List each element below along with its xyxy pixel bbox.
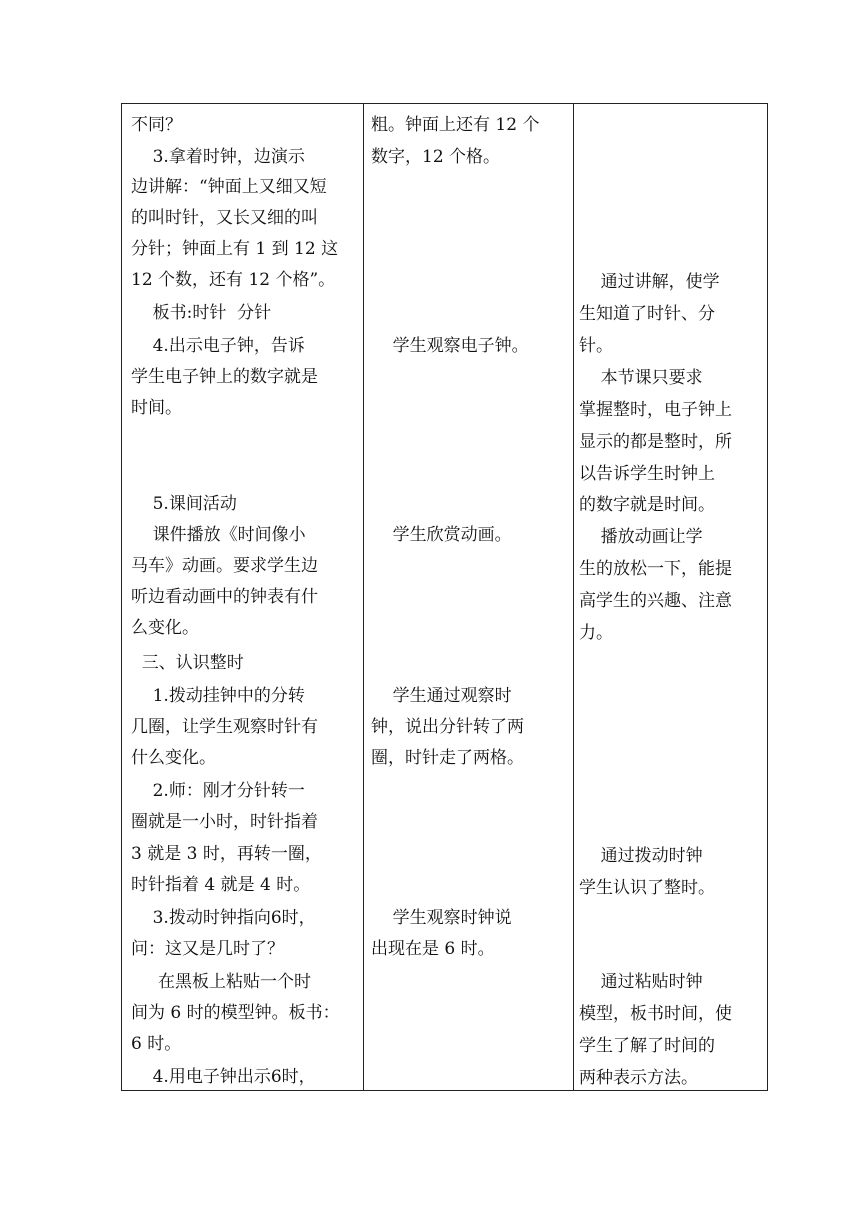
text-line: 针。 bbox=[579, 336, 613, 356]
text-line: 粗。钟面上还有 12 个 bbox=[371, 115, 540, 135]
text-line: 几圈，让学生观察时针有 bbox=[131, 717, 318, 737]
text-line: 学生认识了整时。 bbox=[579, 878, 715, 898]
text-line: 板书:时针 分针 bbox=[131, 303, 272, 323]
text-line: 学生通过观察时 bbox=[371, 686, 512, 706]
text-line: 通过粘贴时钟 bbox=[579, 972, 703, 992]
text-line: 通过讲解，使学 bbox=[579, 272, 720, 292]
text-line: 生的放松一下，能提 bbox=[579, 559, 732, 579]
text-line: 4.出示电子钟，告诉 bbox=[131, 336, 305, 356]
text-line: 圈就是一小时，时针指着 bbox=[131, 812, 318, 832]
text-line: 3.拨动时钟指向6时， bbox=[131, 908, 316, 928]
text-line: 以告诉学生时钟上 bbox=[579, 464, 715, 484]
text-line: 通过拨动时钟 bbox=[579, 846, 703, 866]
text-line: 掌握整时，电子钟上 bbox=[579, 400, 732, 420]
text-line: 力。 bbox=[579, 623, 613, 643]
text-line: 不同？ bbox=[131, 115, 182, 135]
text-line: 3.拿着时钟，边演示 bbox=[131, 147, 305, 167]
text-line: 课件播放《时间像小 bbox=[131, 525, 306, 545]
text-line: 学生欣赏动画。 bbox=[371, 525, 512, 545]
text-line: 学生电子钟上的数字就是 bbox=[131, 367, 318, 387]
text-line: 本节课只要求 bbox=[579, 368, 703, 388]
text-line: 的叫时针，又长又细的叫 bbox=[131, 208, 318, 228]
text-line: 出现在是 6 时。 bbox=[371, 939, 495, 959]
text-line: 圈，时针走了两格。 bbox=[371, 748, 524, 768]
text-line: 播放动画让学 bbox=[579, 527, 703, 547]
student-activity-column bbox=[364, 104, 573, 1090]
text-line: 4.用电子钟出示6时， bbox=[131, 1067, 316, 1087]
text-line: 12 个数，还有 12 个格”。 bbox=[131, 270, 336, 290]
text-line: 时针指着 4 就是 4 时。 bbox=[131, 875, 311, 895]
text-line: 学生了解了时间的 bbox=[579, 1036, 715, 1056]
text-line: 边讲解：“钟面上又细又短 bbox=[131, 177, 327, 197]
text-line: 5.课间活动 bbox=[131, 494, 237, 514]
text-line: 高学生的兴趣、注意 bbox=[579, 591, 732, 611]
lesson-plan-table bbox=[121, 103, 768, 1091]
design-intent-column bbox=[574, 104, 766, 1090]
text-line: 马车》动画。要求学生边 bbox=[131, 556, 318, 576]
text-line: 问：这又是几时了？ bbox=[131, 939, 284, 959]
text-line: 3 就是 3 时，再转一圈， bbox=[131, 844, 322, 864]
text-line: 钟，说出分针转了两 bbox=[371, 717, 524, 737]
text-line: 2.师：刚才分针转一 bbox=[131, 781, 305, 801]
text-line: 什么变化。 bbox=[131, 748, 216, 768]
text-line: 学生观察电子钟。 bbox=[371, 336, 529, 356]
text-line: 6 时。 bbox=[131, 1034, 182, 1054]
teacher-activity-column bbox=[122, 104, 363, 1090]
text-line: 两种表示方法。 bbox=[579, 1068, 698, 1088]
text-line: 的数字就是时间。 bbox=[579, 495, 715, 515]
text-line: 分针；钟面上有 1 到 12 这 bbox=[131, 239, 339, 259]
text-line: 显示的都是整时，所 bbox=[579, 432, 732, 452]
text-line: 数字，12 个格。 bbox=[371, 147, 501, 167]
text-line: 听边看动画中的钟表有什 bbox=[131, 587, 318, 607]
text-line: 学生观察时钟说 bbox=[371, 908, 512, 928]
text-line: 么变化。 bbox=[131, 618, 199, 638]
text-line: 1.拨动挂钟中的分转 bbox=[131, 686, 305, 706]
text-line: 模型，板书时间，使 bbox=[579, 1004, 732, 1024]
text-line: 时间。 bbox=[131, 398, 182, 418]
text-line: 间为 6 时的模型钟。板书： bbox=[131, 1003, 340, 1023]
text-line: 三、认识整时 bbox=[131, 653, 244, 673]
text-line: 生知道了时针、分 bbox=[579, 304, 715, 324]
text-line: 在黑板上粘贴一个时 bbox=[131, 972, 312, 992]
